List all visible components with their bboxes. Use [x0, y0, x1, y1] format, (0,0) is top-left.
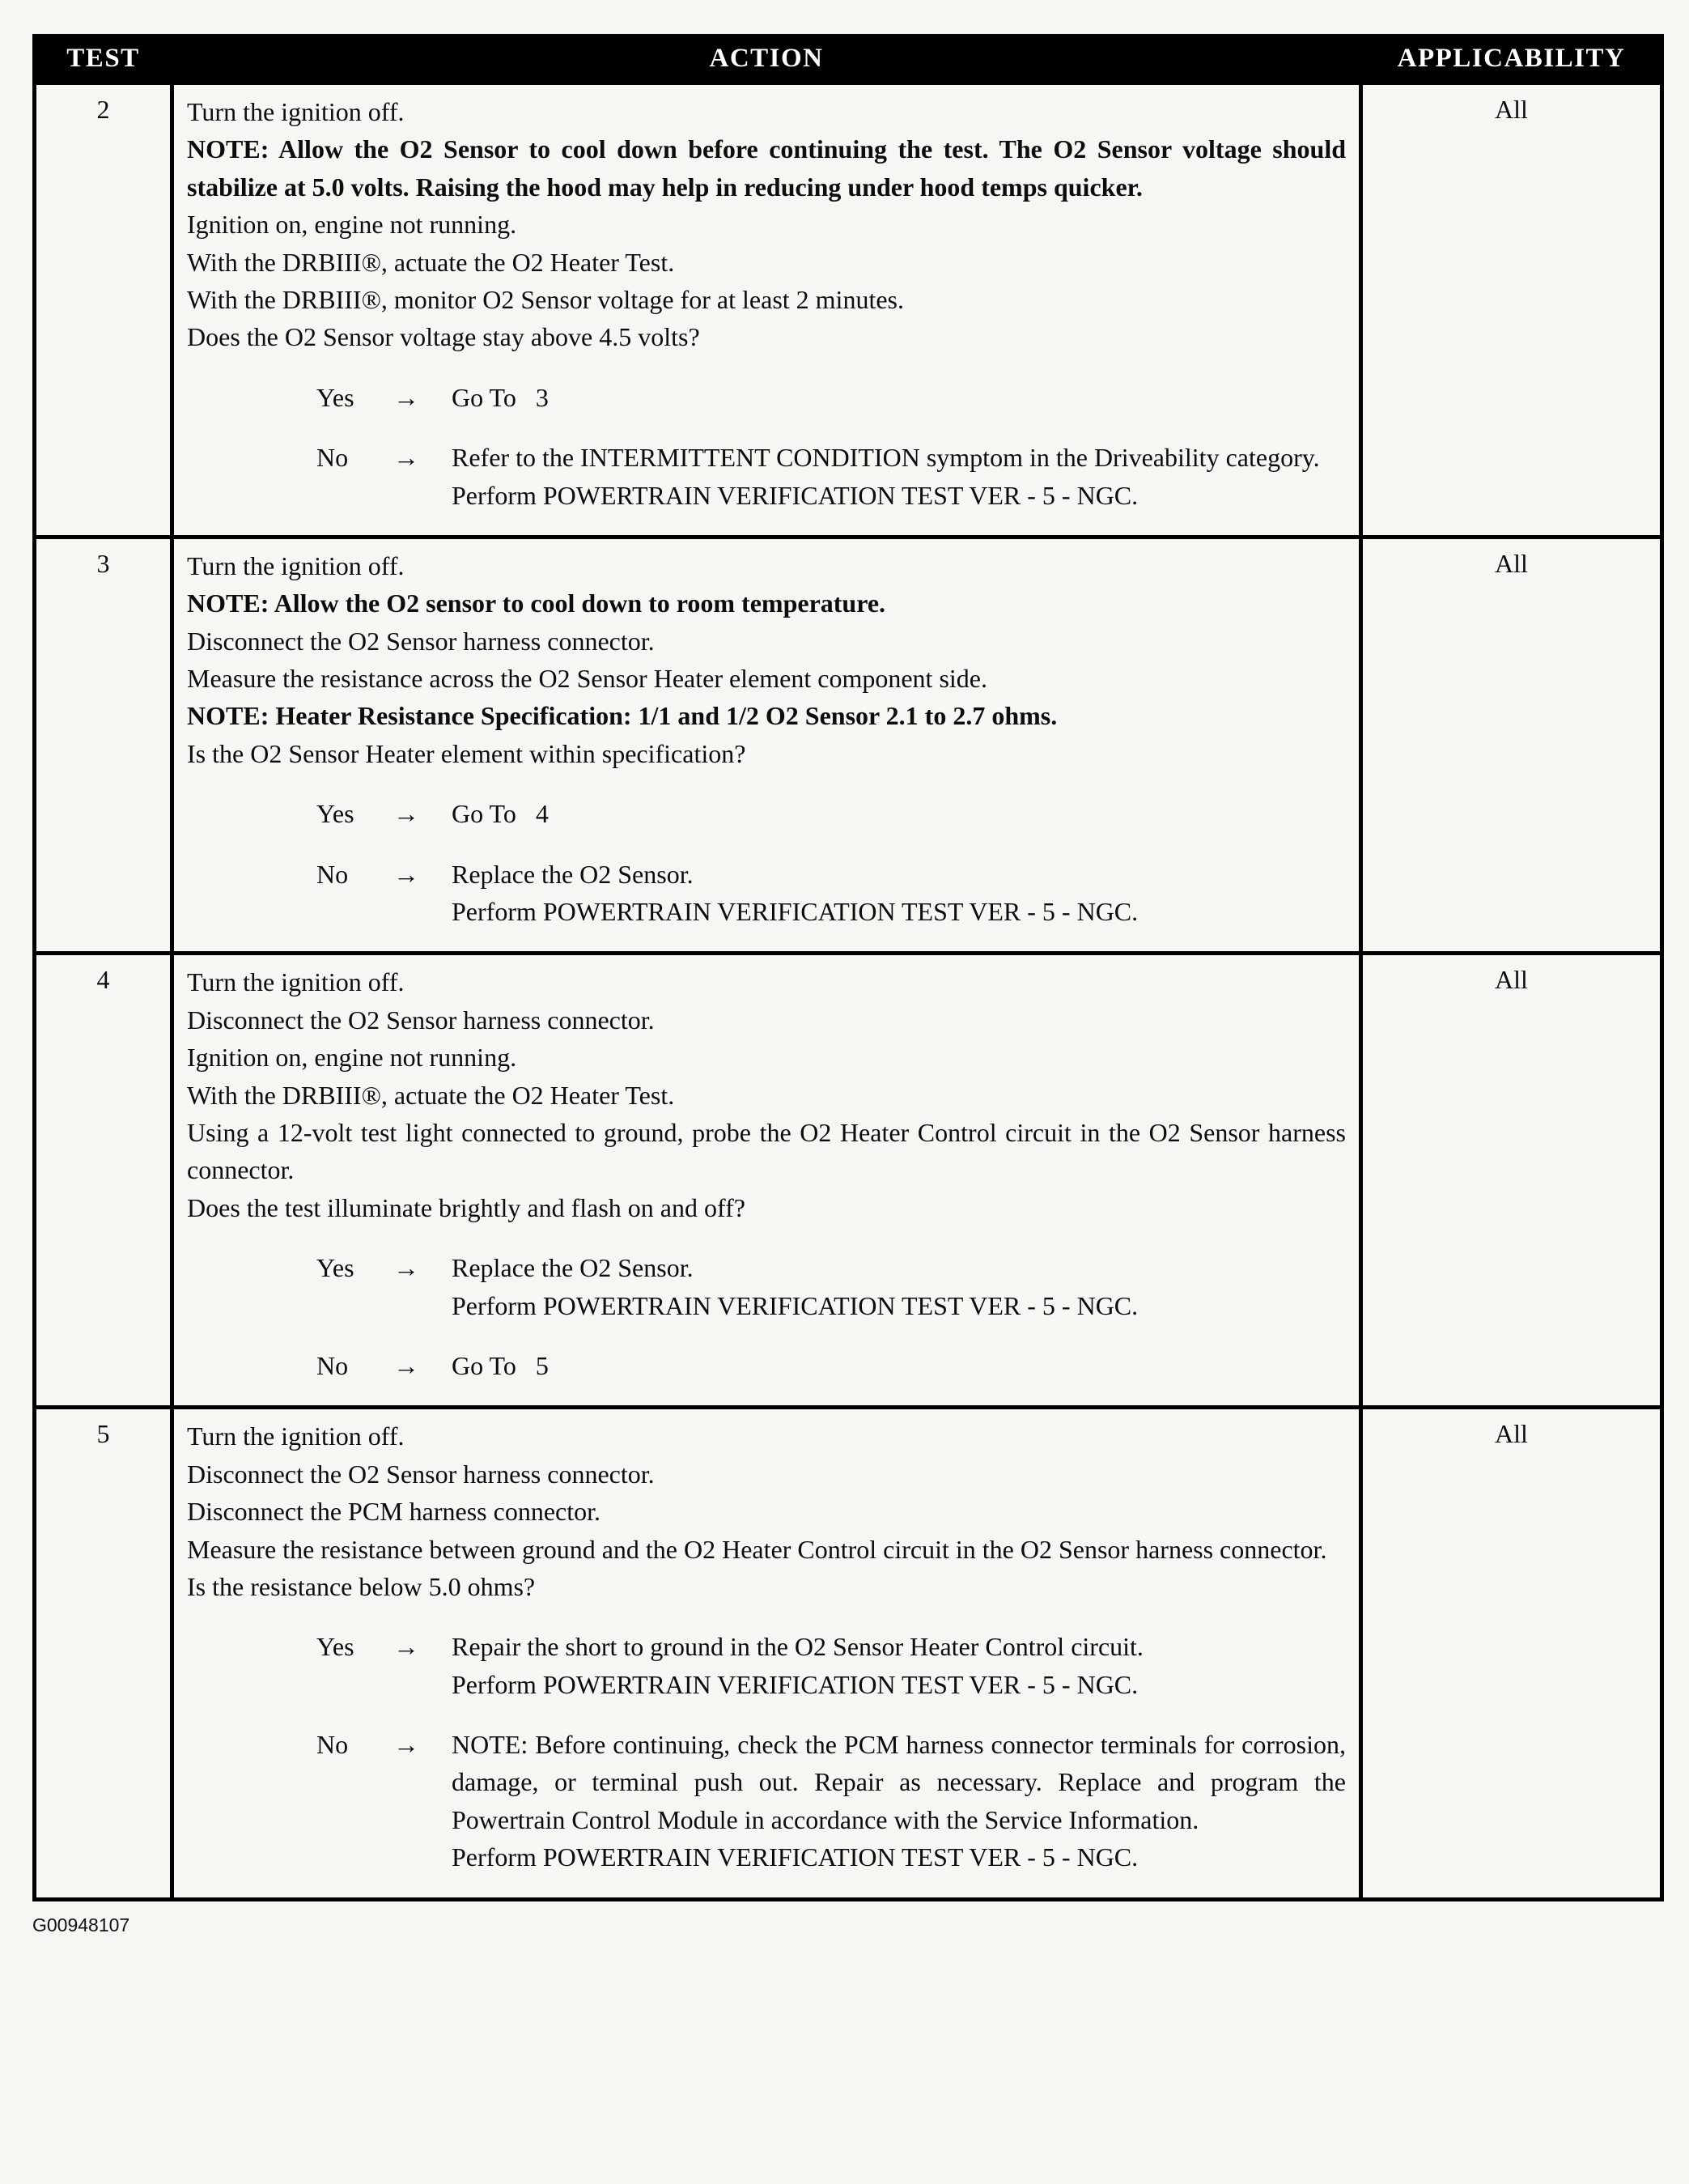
action-cell: [172, 1408, 1361, 1899]
test-number: 4: [35, 954, 172, 1408]
branch-line: Perform POWERTRAIN VERIFICATION TEST VER - 5 - NGC.: [452, 1669, 1139, 1699]
action-line: Disconnect the O2 Sensor harness connector.: [187, 1005, 655, 1035]
table-row: [35, 83, 1662, 538]
action-line: Turn the ignition off.: [187, 97, 405, 126]
branch-label: No: [316, 1730, 349, 1760]
arrow-icon: →: [393, 382, 419, 412]
branch-label: Yes: [316, 1253, 354, 1283]
branch-line: Repair the short to ground in the O2 Sensor Heater Control circuit.: [452, 1632, 1144, 1662]
branch-label: Yes: [316, 382, 354, 412]
table-header-row: [35, 36, 1662, 83]
action-cell: [172, 83, 1361, 538]
table-row: [35, 537, 1662, 954]
arrow-icon: →: [393, 1632, 419, 1662]
branch-line: NOTE: Before continuing, check the PCM harness connector terminals for corrosion, damage, or terminal push out. Repair as necessary. Replace and program the Powertrain Control Module in accordance with the Service Information.: [452, 1730, 1346, 1834]
branch-line: Replace the O2 Sensor.: [452, 1253, 694, 1283]
branch-line: Go To 5: [452, 1350, 549, 1380]
test-number: 5: [35, 1408, 172, 1899]
yes-branch: [187, 1628, 1346, 1703]
branch-text: [452, 379, 1346, 416]
branch-text: [452, 856, 1346, 931]
action-question-line: Does the O2 Sensor voltage stay above 4.5 volts?: [187, 322, 700, 352]
branch-text: [452, 1249, 1346, 1324]
action-line: Measure the resistance across the O2 Sensor Heater element component side.: [187, 664, 987, 694]
action-line: Disconnect the PCM harness connector.: [187, 1497, 600, 1527]
branch-text: [452, 439, 1346, 514]
action-question-line: Is the resistance below 5.0 ohms?: [187, 1571, 536, 1601]
yes-branch: [187, 379, 1346, 416]
applicability-value: All: [1361, 537, 1662, 954]
no-branch: [187, 1347, 1346, 1384]
diagnostic-test-table: [32, 34, 1664, 1901]
table-row: [35, 954, 1662, 1408]
action-line: Turn the ignition off.: [187, 550, 405, 580]
header-action: ACTION: [172, 36, 1361, 83]
figure-id: G00948107: [32, 1914, 130, 1935]
header-test: TEST: [35, 36, 172, 83]
arrow-icon: →: [393, 1350, 419, 1380]
action-cell: [172, 537, 1361, 954]
branch-text: [452, 1347, 1346, 1384]
action-line: With the DRBIII®, monitor O2 Sensor voltage for at least 2 minutes.: [187, 284, 904, 314]
action-line: Turn the ignition off.: [187, 967, 405, 997]
applicability-value: All: [1361, 1408, 1662, 1899]
action-line: With the DRBIII®, actuate the O2 Heater Test.: [187, 247, 675, 277]
header-applicability: APPLICABILITY: [1361, 36, 1662, 83]
no-branch: [187, 1726, 1346, 1876]
applicability-value: All: [1361, 954, 1662, 1408]
yes-branch: [187, 1249, 1346, 1324]
branch-line: Perform POWERTRAIN VERIFICATION TEST VER - 5 - NGC.: [452, 480, 1139, 510]
branch-line: Refer to the INTERMITTENT CONDITION symptom in the Driveability category.: [452, 443, 1320, 473]
no-branch: [187, 439, 1346, 514]
action-note-line: NOTE: Heater Resistance Specification: 1/1 and 1/2 O2 Sensor 2.1 to 2.7 ohms.: [187, 701, 1058, 731]
applicability-value: All: [1361, 83, 1662, 538]
action-line: Disconnect the O2 Sensor harness connector.: [187, 626, 655, 656]
test-number: 3: [35, 537, 172, 954]
action-line: Turn the ignition off.: [187, 1421, 405, 1451]
branch-line: Perform POWERTRAIN VERIFICATION TEST VER - 5 - NGC.: [452, 897, 1139, 927]
branch-line: Perform POWERTRAIN VERIFICATION TEST VER - 5 - NGC.: [452, 1842, 1139, 1872]
arrow-icon: →: [393, 1730, 419, 1760]
action-cell: [172, 954, 1361, 1408]
action-line: Using a 12-volt test light connected to ground, probe the O2 Heater Control circuit in the O2 Sensor harness connector.: [187, 1117, 1346, 1185]
branch-text: [452, 1628, 1346, 1703]
branch-label: Yes: [316, 799, 354, 829]
test-number: 2: [35, 83, 172, 538]
branch-label: No: [316, 443, 349, 473]
arrow-icon: →: [393, 443, 419, 473]
yes-branch: [187, 795, 1346, 832]
branch-label: No: [316, 859, 349, 889]
branch-label: No: [316, 1350, 349, 1380]
no-branch: [187, 856, 1346, 931]
action-line: Ignition on, engine not running.: [187, 1043, 517, 1073]
branch-line: Go To 4: [452, 799, 549, 829]
action-question-line: Is the O2 Sensor Heater element within specification?: [187, 738, 746, 768]
branch-line: Perform POWERTRAIN VERIFICATION TEST VER - 5 - NGC.: [452, 1290, 1139, 1320]
arrow-icon: →: [393, 799, 419, 829]
action-note-line: NOTE: Allow the O2 sensor to cool down to room temperature.: [187, 588, 886, 618]
action-line: Measure the resistance between ground and the O2 Heater Control circuit in the O2 Sensor harness connector.: [187, 1534, 1327, 1564]
arrow-icon: →: [393, 859, 419, 889]
branch-line: Go To 3: [452, 382, 549, 412]
branch-label: Yes: [316, 1632, 354, 1662]
branch-text: [452, 1726, 1346, 1876]
arrow-icon: →: [393, 1253, 419, 1283]
action-line: Disconnect the O2 Sensor harness connector.: [187, 1459, 655, 1489]
action-note-line: NOTE: Allow the O2 Sensor to cool down before continuing the test. The O2 Sensor voltage should stabilize at 5.0 volts. Raising the hood may help in reducing under hood temps quicker.: [187, 134, 1346, 202]
action-line: With the DRBIII®, actuate the O2 Heater Test.: [187, 1080, 675, 1110]
action-question-line: Does the test illuminate brightly and flash on and off?: [187, 1192, 745, 1222]
branch-line: Replace the O2 Sensor.: [452, 859, 694, 889]
branch-text: [452, 795, 1346, 832]
table-row: [35, 1408, 1662, 1899]
action-line: Ignition on, engine not running.: [187, 210, 517, 240]
